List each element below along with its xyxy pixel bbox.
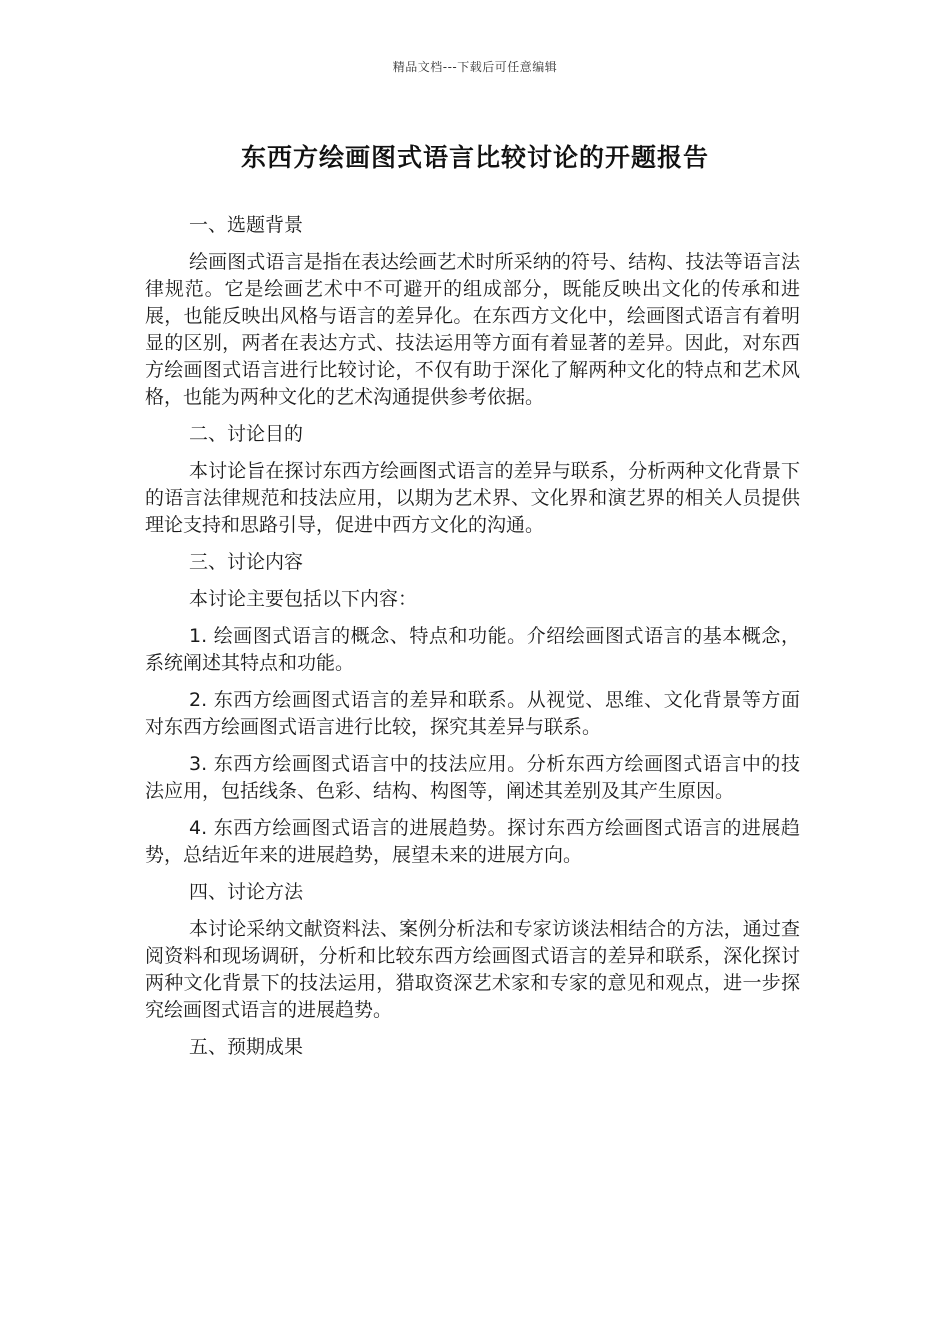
- section-heading-expected-results: 五、预期成果: [189, 1036, 304, 1058]
- paragraph-method: 本讨论采纳文献资料法、案例分析法和专家访谈法相结合的方法，通过查阅资料和现场调研，分析和比较东西方绘画图式语言的差异和联系，深化探讨两种文化背景下的技法运用，猎取资深艺术家和专家的意见和观点，进一步探究绘画图式语言的进展趋势。: [145, 918, 800, 1021]
- section-heading-content: 三、讨论内容: [189, 551, 304, 573]
- list-item-content-4: 4. 东西方绘画图式语言的进展趋势。探讨东西方绘画图式语言的进展趋势，总结近年来的进展趋势，展望未来的进展方向。: [145, 817, 800, 866]
- paragraph-purpose: 本讨论旨在探讨东西方绘画图式语言的差异与联系，分析两种文化背景下的语言法律规范和技法应用，以期为艺术界、文化界和演艺界的相关人员提供理论支持和思路引导，促进中西方文化的沟通。: [145, 460, 800, 536]
- document-body: [145, 212, 800, 1071]
- paragraph-background: 绘画图式语言是指在表达绘画艺术时所采纳的符号、结构、技法等语言法律规范。它是绘画艺术中不可避开的组成部分，既能反映出文化的传承和进展，也能反映出风格与语言的差异化。在东西方文化中，绘画图式语言有着明显的区别，两者在表达方式、技法运用等方面有着显著的差异。因此，对东西方绘画图式语言进行比较讨论，不仅有助于深化了解两种文化的特点和艺术风格，也能为两种文化的艺术沟通提供参考依据。: [145, 251, 800, 408]
- section-heading-method: 四、讨论方法: [189, 881, 304, 903]
- paragraph-content-intro: 本讨论主要包括以下内容：: [189, 588, 418, 610]
- section-heading-purpose: 二、讨论目的: [189, 423, 304, 445]
- document-title: 东西方绘画图式语言比较讨论的开题报告: [240, 143, 709, 172]
- list-item-content-1: 1. 绘画图式语言的概念、特点和功能。介绍绘画图式语言的基本概念，系统阐述其特点和功能。: [145, 625, 800, 674]
- list-item-content-2: 2. 东西方绘画图式语言的差异和联系。从视觉、思维、文化背景等方面对东西方绘画图式语言进行比较，探究其差异与联系。: [145, 689, 800, 738]
- list-item-content-3: 3. 东西方绘画图式语言中的技法应用。分析东西方绘画图式语言中的技法应用，包括线条、色彩、结构、构图等，阐述其差别及其产生原因。: [145, 753, 800, 802]
- page-header: 精品文档---下载后可任意编辑: [392, 60, 558, 74]
- section-heading-background: 一、选题背景: [189, 214, 304, 236]
